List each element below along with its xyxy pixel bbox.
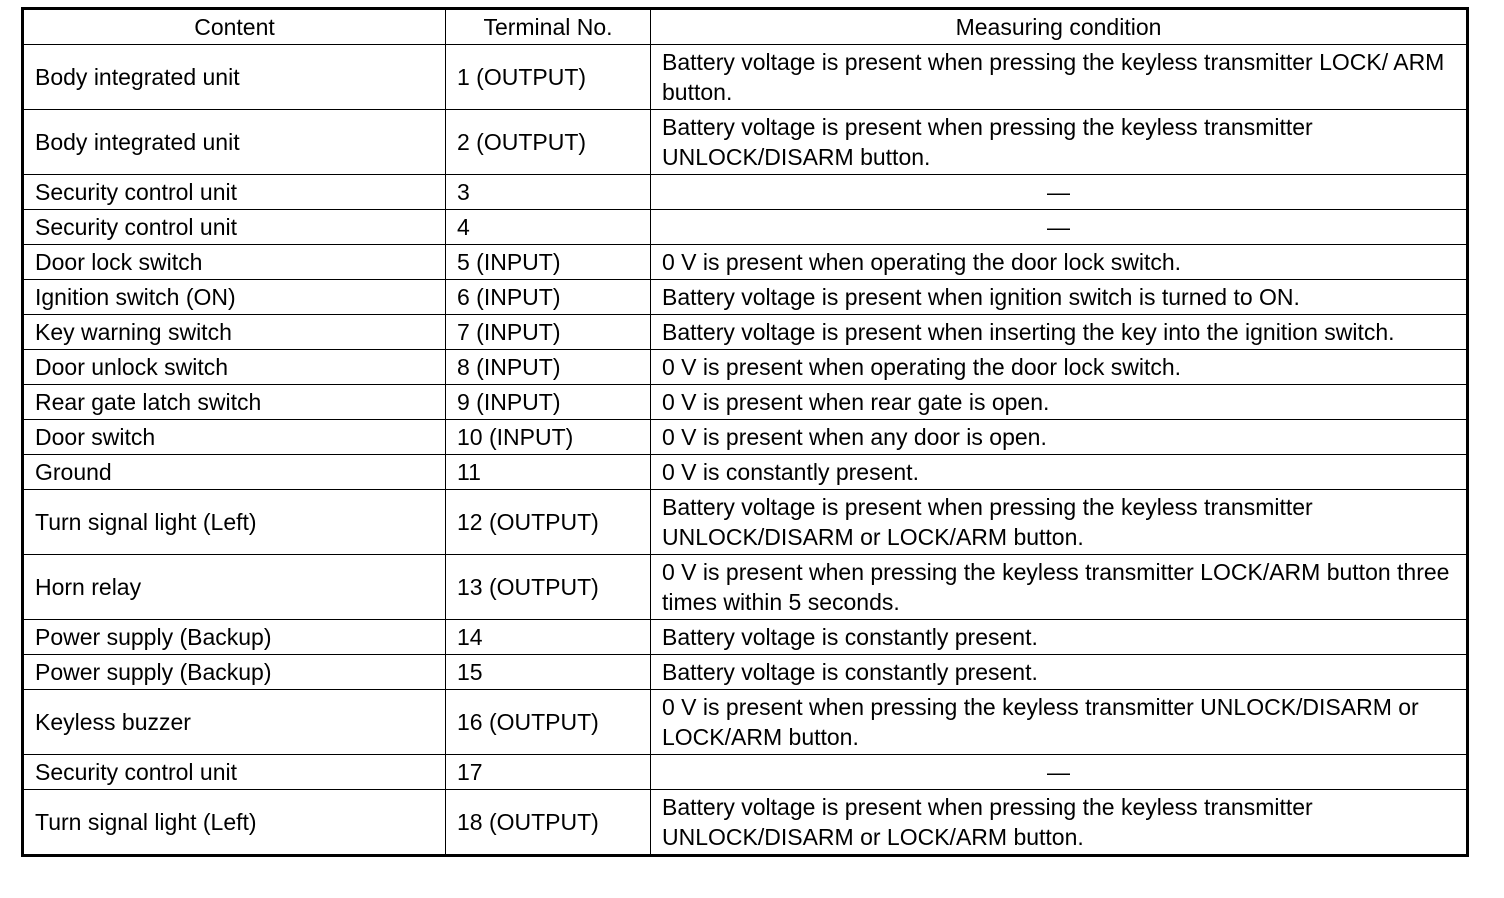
table-row [23,280,1468,315]
cell-terminal: 12 (OUTPUT) [446,490,651,555]
table-row [23,755,1468,790]
cell-content: Security control unit [23,755,446,790]
cell-condition: Battery voltage is present when ignition switch is turned to ON. [651,280,1468,315]
cell-content: Door unlock switch [23,350,446,385]
cell-condition: — [651,755,1468,790]
cell-terminal: 5 (INPUT) [446,245,651,280]
table-row [23,490,1468,555]
cell-content: Rear gate latch switch [23,385,446,420]
cell-content: Door lock switch [23,245,446,280]
cell-content: Body integrated unit [23,110,446,175]
cell-content: Turn signal light (Left) [23,790,446,856]
table-row [23,110,1468,175]
cell-terminal: 9 (INPUT) [446,385,651,420]
table-row [23,620,1468,655]
table-row [23,175,1468,210]
table-row [23,790,1468,856]
cell-condition: Battery voltage is constantly present. [651,655,1468,690]
cell-content: Power supply (Backup) [23,655,446,690]
cell-terminal: 16 (OUTPUT) [446,690,651,755]
cell-terminal: 7 (INPUT) [446,315,651,350]
header-measuring-condition: Measuring condition [651,9,1468,45]
cell-content: Body integrated unit [23,45,446,110]
table-row [23,315,1468,350]
cell-condition: — [651,210,1468,245]
cell-condition: Battery voltage is present when pressing the keyless transmitter LOCK/ ARM button. [651,45,1468,110]
cell-terminal: 1 (OUTPUT) [446,45,651,110]
header-terminal-no: Terminal No. [446,9,651,45]
cell-content: Security control unit [23,175,446,210]
table-row [23,555,1468,620]
table-row [23,45,1468,110]
cell-condition: 0 V is present when operating the door lock switch. [651,245,1468,280]
cell-content: Door switch [23,420,446,455]
cell-condition: 0 V is present when rear gate is open. [651,385,1468,420]
table-row [23,455,1468,490]
cell-terminal: 6 (INPUT) [446,280,651,315]
cell-terminal: 14 [446,620,651,655]
cell-terminal: 4 [446,210,651,245]
cell-condition: 0 V is constantly present. [651,455,1468,490]
cell-condition: — [651,175,1468,210]
cell-content: Horn relay [23,555,446,620]
terminal-spec-table [21,7,1469,857]
table-row [23,245,1468,280]
cell-condition: 0 V is present when pressing the keyless transmitter UNLOCK/DISARM or LOCK/ARM button. [651,690,1468,755]
cell-condition: 0 V is present when any door is open. [651,420,1468,455]
cell-condition: Battery voltage is constantly present. [651,620,1468,655]
cell-condition: 0 V is present when operating the door lock switch. [651,350,1468,385]
cell-content: Ignition switch (ON) [23,280,446,315]
cell-content: Keyless buzzer [23,690,446,755]
cell-content: Key warning switch [23,315,446,350]
cell-terminal: 13 (OUTPUT) [446,555,651,620]
cell-terminal: 11 [446,455,651,490]
cell-terminal: 2 (OUTPUT) [446,110,651,175]
table-row [23,420,1468,455]
cell-condition: Battery voltage is present when pressing the keyless transmitter UNLOCK/DISARM button. [651,110,1468,175]
table-row [23,350,1468,385]
cell-condition: Battery voltage is present when pressing the keyless transmitter UNLOCK/DISARM or LOCK/ARM button. [651,790,1468,856]
cell-terminal: 15 [446,655,651,690]
cell-content: Power supply (Backup) [23,620,446,655]
cell-content: Security control unit [23,210,446,245]
cell-condition: 0 V is present when pressing the keyless transmitter LOCK/ARM button three times within 5 seconds. [651,555,1468,620]
header-content: Content [23,9,446,45]
cell-terminal: 8 (INPUT) [446,350,651,385]
cell-terminal: 10 (INPUT) [446,420,651,455]
cell-condition: Battery voltage is present when pressing the keyless transmitter UNLOCK/DISARM or LOCK/ARM button. [651,490,1468,555]
table-row [23,655,1468,690]
cell-terminal: 18 (OUTPUT) [446,790,651,856]
cell-content: Ground [23,455,446,490]
table-header-row [23,9,1468,45]
table-row [23,210,1468,245]
table-row [23,385,1468,420]
cell-condition: Battery voltage is present when inserting the key into the ignition switch. [651,315,1468,350]
cell-terminal: 17 [446,755,651,790]
cell-content: Turn signal light (Left) [23,490,446,555]
table-row [23,690,1468,755]
cell-terminal: 3 [446,175,651,210]
